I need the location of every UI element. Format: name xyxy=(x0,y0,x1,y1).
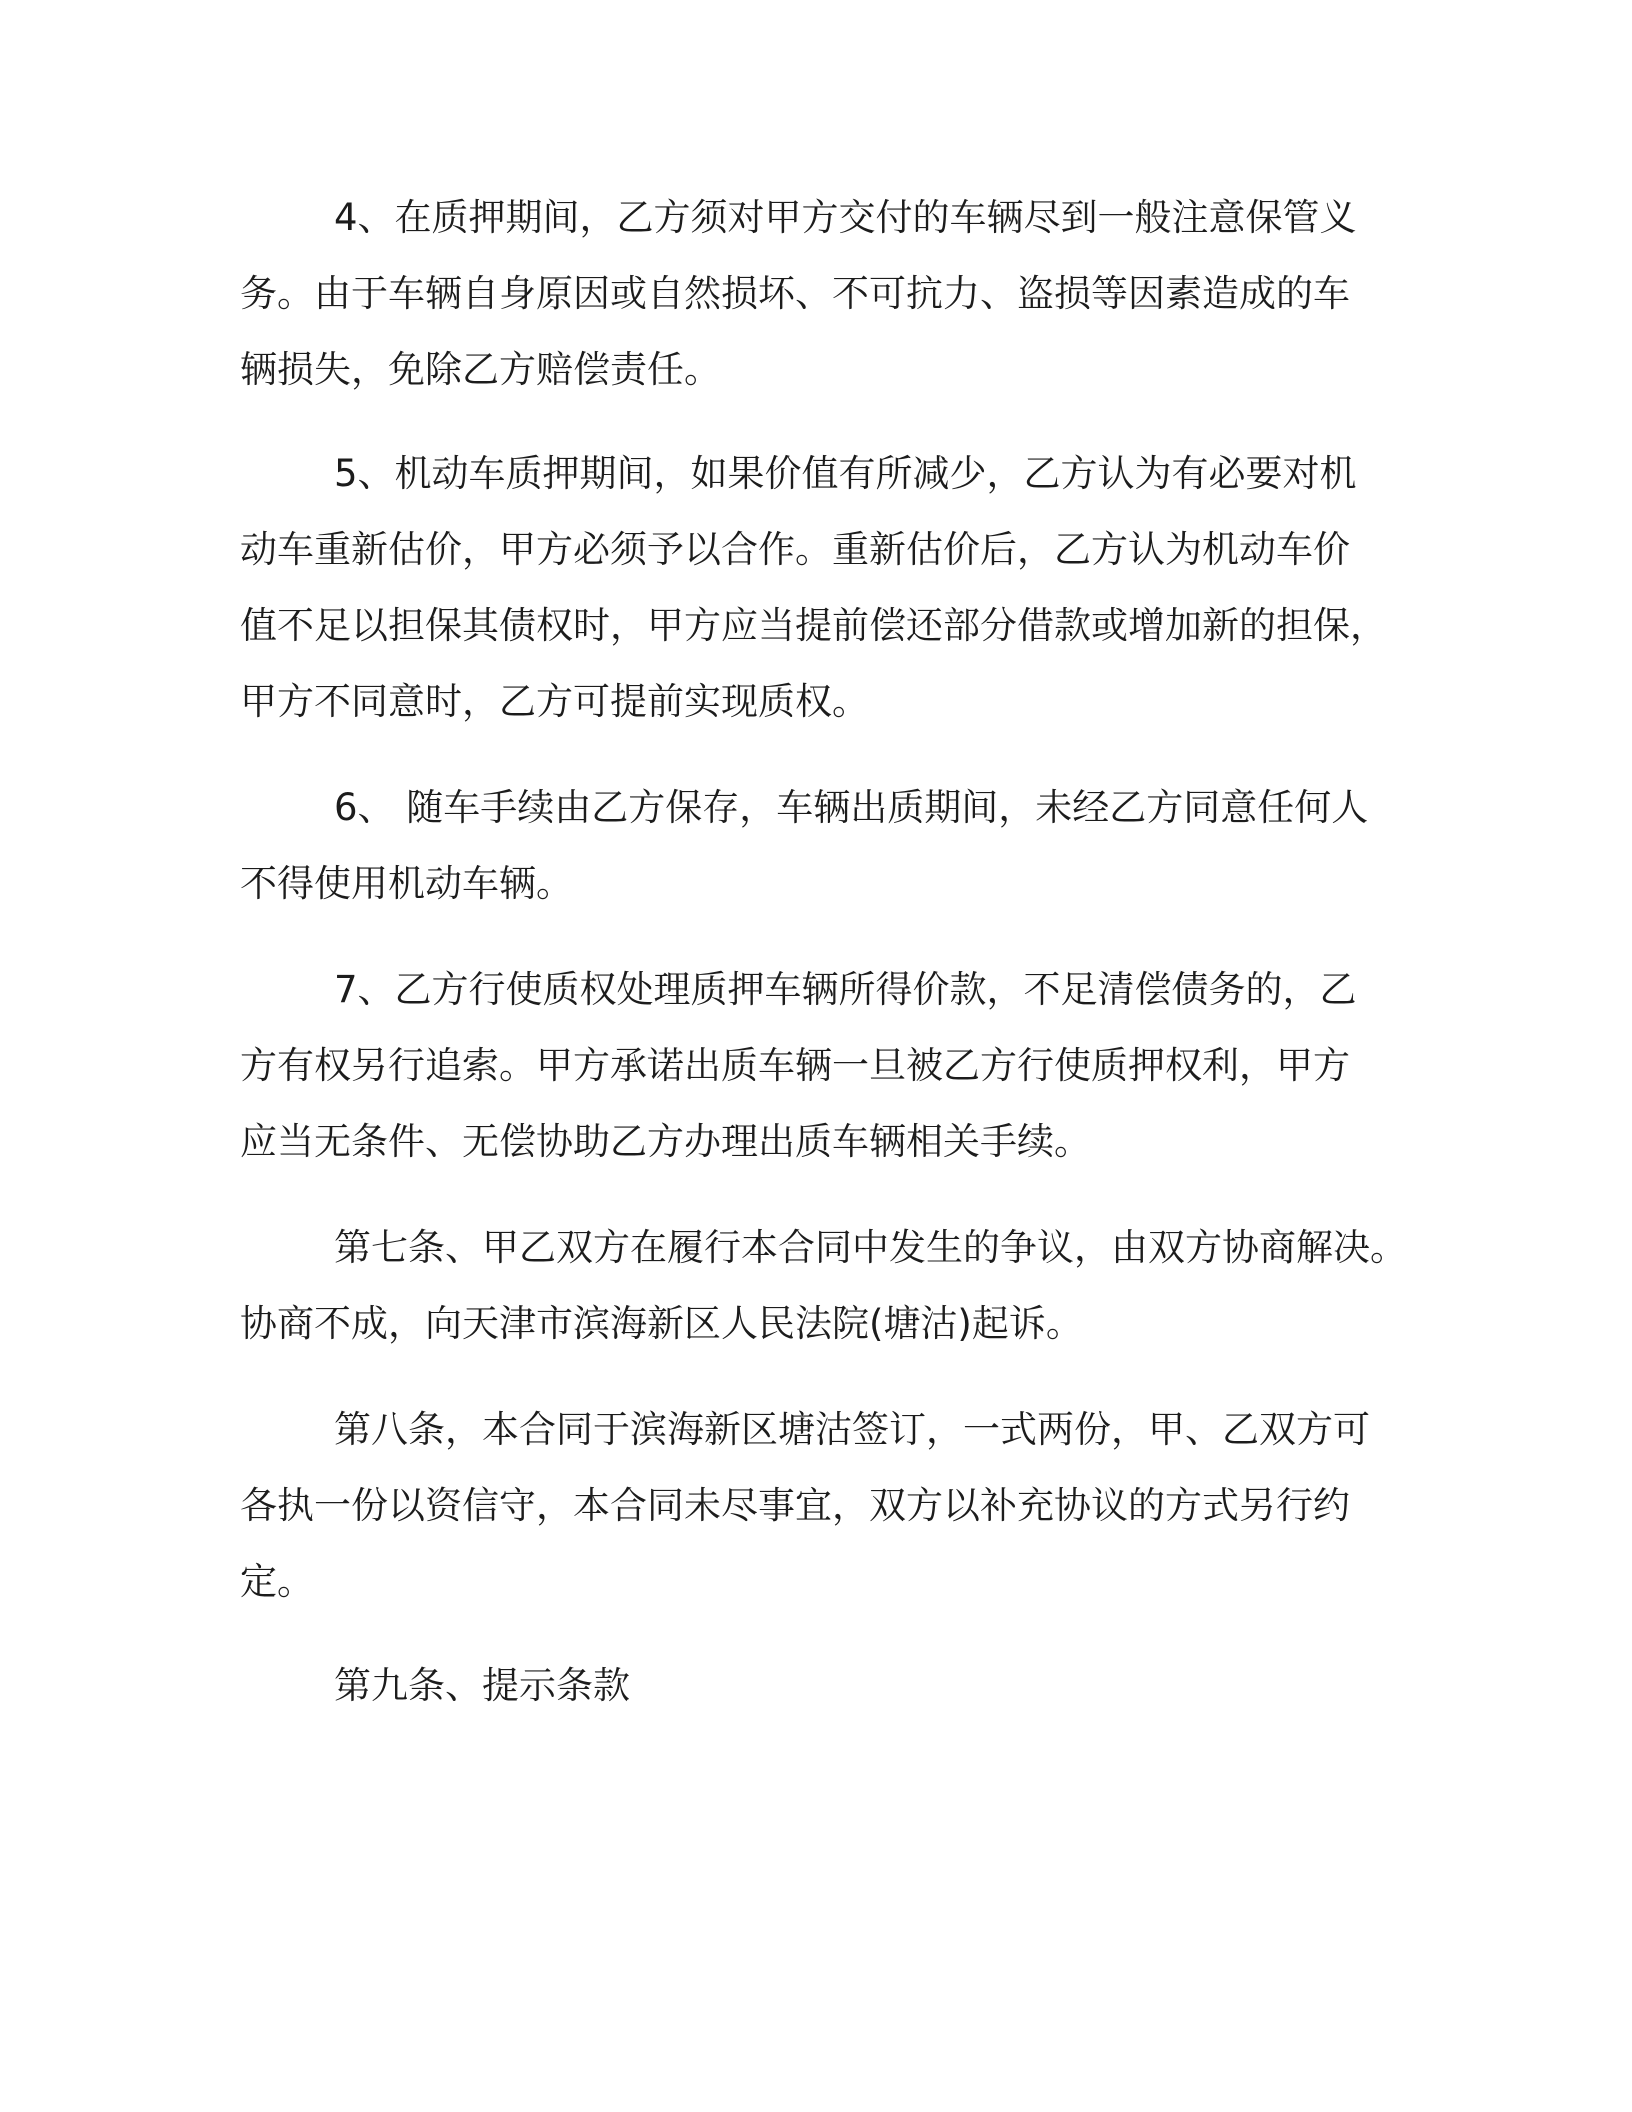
text-line: 7、乙方行使质权处理质押车辆所得价款，不足清偿债务的，乙 xyxy=(334,968,1357,1011)
text-line: 第八条，本合同于滨海新区塘沽签订，一式两份，甲、乙双方可 xyxy=(334,1408,1370,1451)
paragraph-clause-7 xyxy=(240,952,1400,1180)
paragraph-article-9 xyxy=(240,1648,1400,1724)
text-line: 4、在质押期间，乙方须对甲方交付的车辆尽到一般注意保管义 xyxy=(334,196,1357,239)
text-line: 应当无条件、无偿协助乙方办理出质车辆相关手续。 xyxy=(240,1120,1091,1163)
paragraph-article-7 xyxy=(240,1210,1407,1362)
text-line: 务。由于车辆自身原因或自然损坏、不可抗力、盗损等因素造成的车 xyxy=(240,272,1350,315)
text-line: 动车重新估价，甲方必须予以合作。重新估价后，乙方认为机动车价 xyxy=(240,528,1350,571)
text-line: 值不足以担保其债权时，甲方应当提前偿还部分借款或增加新的担保， xyxy=(240,604,1387,647)
text-line: 定。 xyxy=(240,1560,314,1603)
text-line: 协商不成，向天津市滨海新区人民法院(塘沽)起诉。 xyxy=(240,1302,1083,1345)
text-line: 第九条、提示条款 xyxy=(334,1664,630,1707)
paragraph-clause-6 xyxy=(240,770,1400,922)
text-line: 各执一份以资信守，本合同未尽事宜，双方以补充协议的方式另行约 xyxy=(240,1484,1350,1527)
text-line: 方有权另行追索。甲方承诺出质车辆一旦被乙方行使质押权利，甲方 xyxy=(240,1044,1350,1087)
paragraph-clause-4 xyxy=(240,180,1400,408)
text-line: 5、机动车质押期间，如果价值有所减少，乙方认为有必要对机 xyxy=(334,452,1357,495)
text-line: 不得使用机动车辆。 xyxy=(240,862,573,905)
paragraph-article-8 xyxy=(240,1392,1400,1620)
text-line: 甲方不同意时，乙方可提前实现质权。 xyxy=(240,680,869,723)
text-line: 第七条、甲乙双方在履行本合同中发生的争议，由双方协商解决。 xyxy=(334,1226,1407,1269)
text-line: 6、 随车手续由乙方保存，车辆出质期间，未经乙方同意任何人 xyxy=(334,786,1369,829)
paragraph-clause-5 xyxy=(240,436,1400,740)
text-line: 辆损失，免除乙方赔偿责任。 xyxy=(240,348,721,391)
